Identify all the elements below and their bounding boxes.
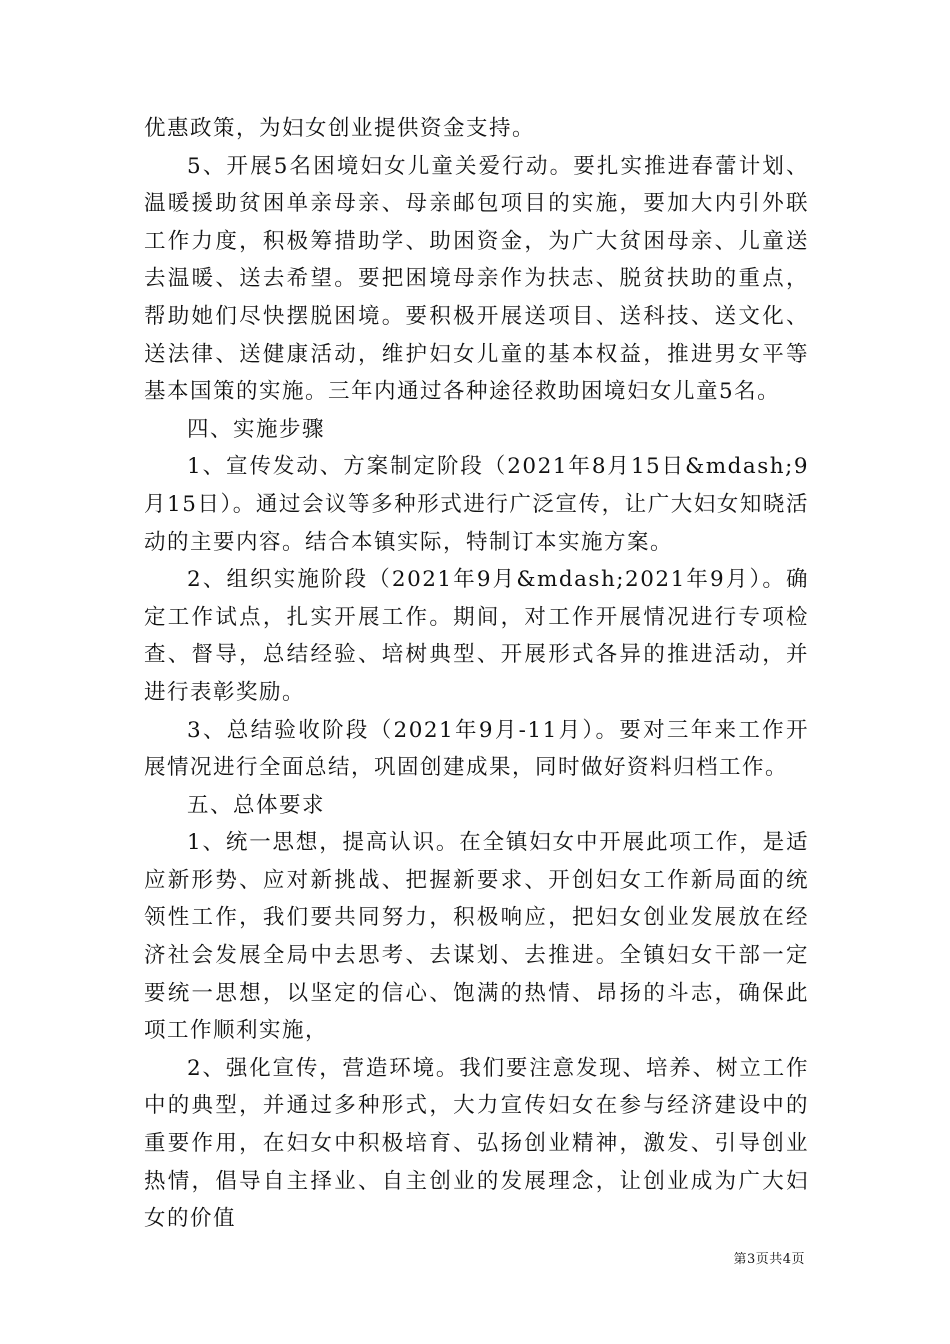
document-body	[144, 110, 809, 1238]
paragraph-step-1: 1、宣传发动、方案制定阶段（2021年8月15日&mdash;9月15日）。通过会议等多种形式进行广泛宣传，让广大妇女知晓活动的主要内容。结合本镇实际，特制订本实施方案。	[144, 454, 809, 555]
paragraph-step-2: 2、组织实施阶段（2021年9月&mdash;2021年9月）。确定工作试点，扎实开展工作。期间，对工作开展情况进行专项检查、督导，总结经验、培树典型、开展形式各异的推进活动，并进行表彰奖励。	[144, 567, 809, 705]
section-heading-4: 四、实施步骤	[187, 416, 326, 442]
section-heading-5: 五、总体要求	[187, 792, 326, 818]
paragraph-1: 优惠政策，为妇女创业提供资金支持。	[144, 116, 536, 141]
paragraph-2: 5、开展5名困境妇女儿童关爱行动。要扎实推进春蕾计划、温暖援助贫困单亲母亲、母亲邮包项目的实施，要加大内引外联工作力度，积极筹措助学、助困资金，为广大贫困母亲、儿童送去温暖、送去希望。要把困境母亲作为扶志、脱贫扶助的重点，帮助她们尽快摆脱困境。要积极开展送项目、送科技、送文化、送法律、送健康活动，维护妇女儿童的基本权益，推进男女平等基本国策的实施。三年内通过各种途径救助困境妇女儿童5名。	[144, 153, 809, 405]
paragraph-requirement-2: 2、强化宣传，营造环境。我们要注意发现、培养、树立工作中的典型，并通过多种形式，大力宣传妇女在参与经济建设中的重要作用，在妇女中积极培育、弘扬创业精神，激发、引导创业热情，倡导自主择业、自主创业的发展理念，让创业成为广大妇女的价值	[144, 1055, 809, 1232]
paragraph-requirement-1: 1、统一思想，提高认识。在全镇妇女中开展此项工作，是适应新形势、应对新挑战、把握新要求、开创妇女工作新局面的统领性工作，我们要共同努力，积极响应，把妇女创业发展放在经济社会发展全局中去思考、去谋划、去推进。全镇妇女干部一定要统一思想，以坚定的信心、饱满的热情、昂扬的斗志，确保此项工作顺利实施，	[144, 830, 809, 1044]
paragraph-step-3: 3、总结验收阶段（2021年9月-11月）。要对三年来工作开展情况进行全面总结，巩固创建成果，同时做好资料归档工作。	[144, 717, 809, 781]
page-number-footer: 第3页共4页	[733, 1252, 805, 1267]
